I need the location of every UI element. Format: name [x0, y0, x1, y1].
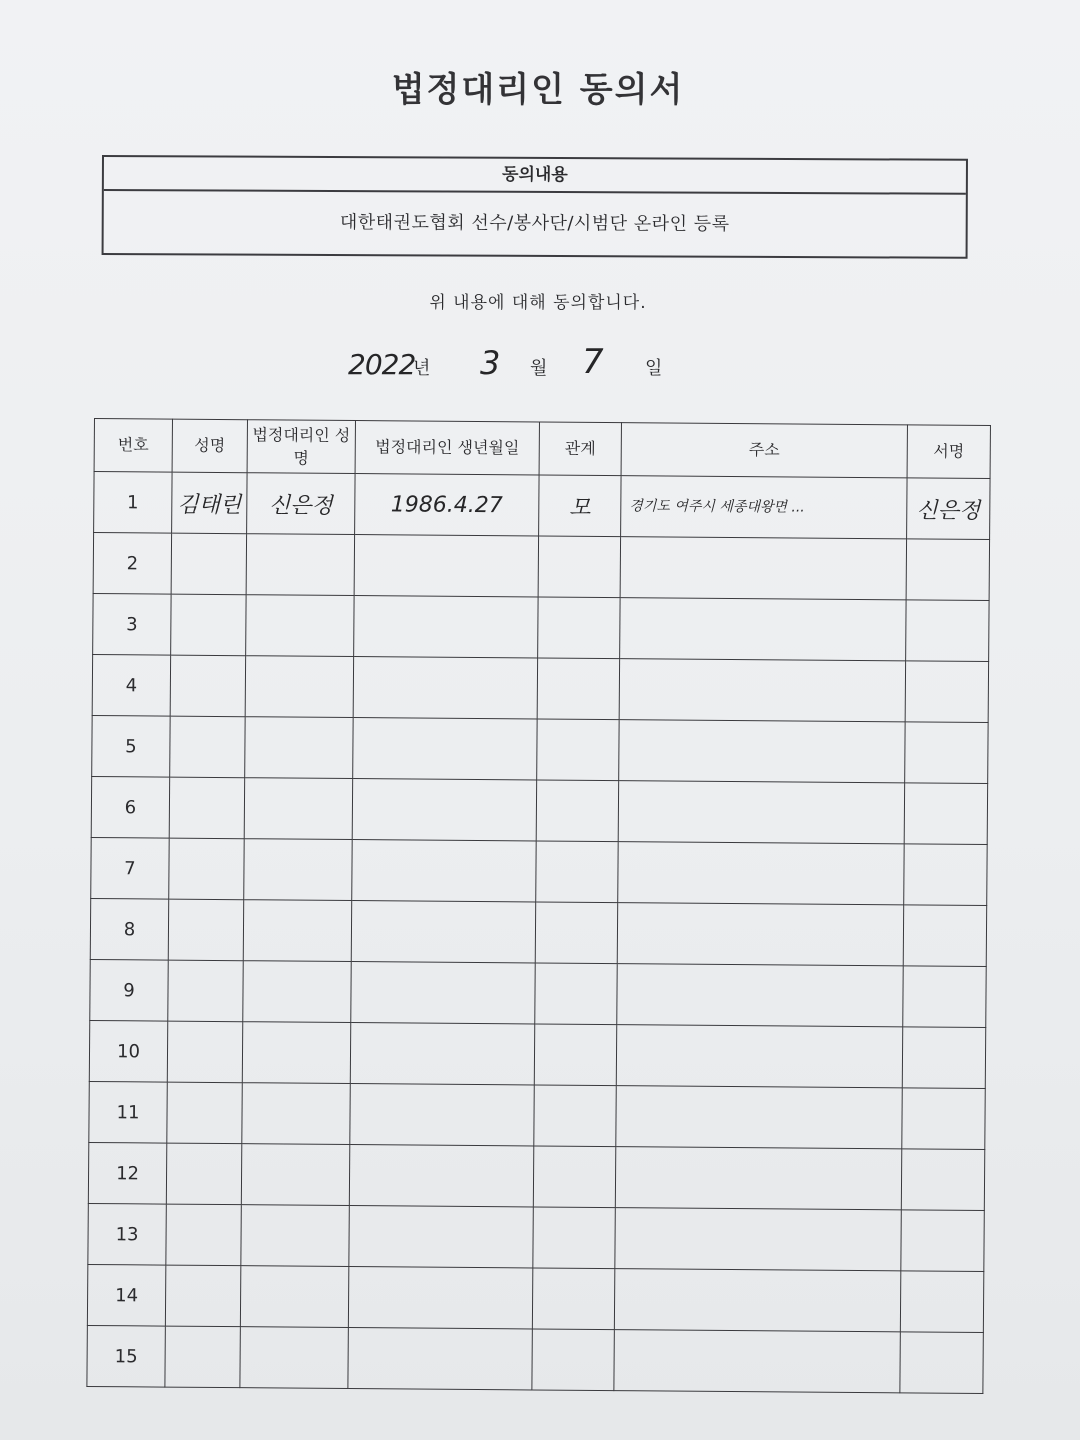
table-row [90, 959, 986, 1027]
signature [906, 539, 989, 601]
signature [902, 1027, 985, 1089]
relationship [534, 1085, 616, 1147]
signature [905, 722, 988, 784]
address [615, 1208, 901, 1271]
row-number: 5 [92, 715, 170, 777]
member-name [167, 1082, 242, 1144]
table-row [94, 472, 990, 540]
representative-birthdate [350, 1023, 534, 1085]
member-name [168, 960, 243, 1022]
address [620, 537, 906, 600]
row-number: 13 [88, 1203, 166, 1265]
member-name [166, 1204, 241, 1266]
address [616, 1086, 902, 1149]
row-number: 9 [90, 959, 168, 1021]
consent-content: 대한태권도협회 선수/봉사단/시범단 온라인 등록 [339, 212, 730, 235]
member-name [171, 533, 246, 595]
representative-name [240, 1266, 348, 1328]
address [619, 659, 905, 722]
representative-name: 신은정 [247, 473, 355, 535]
signature [906, 600, 989, 662]
representative-name [245, 656, 353, 718]
relationship [533, 1146, 615, 1208]
signature [905, 661, 988, 723]
signature [903, 966, 986, 1028]
header-rep-name: 법정대리인 성명 [247, 420, 355, 474]
signature [900, 1271, 983, 1333]
row-number: 12 [88, 1142, 166, 1204]
signature: 신은정 [907, 478, 990, 540]
row-number: 15 [87, 1325, 165, 1387]
table-row [90, 898, 986, 966]
address [617, 903, 903, 966]
address: 경기도 여주시 세종대왕면 ... [621, 476, 907, 539]
date-day: 7 [582, 342, 604, 382]
representative-name [243, 900, 351, 962]
representative-birthdate [349, 1145, 533, 1207]
signature [901, 1149, 984, 1211]
header-number: 번호 [94, 419, 172, 473]
representative-name [242, 1083, 350, 1145]
relationship [532, 1329, 614, 1391]
row-number: 11 [89, 1081, 167, 1143]
member-name [165, 1265, 240, 1327]
date-year: 2022 [348, 348, 416, 381]
representative-name [245, 717, 353, 779]
table-row [89, 1020, 985, 1088]
member-name [166, 1143, 241, 1205]
representative-name [246, 595, 354, 657]
row-number: 10 [89, 1020, 167, 1082]
representative-birthdate [353, 657, 537, 719]
member-name [169, 777, 244, 839]
date-month: 3 [480, 344, 501, 382]
table-row [92, 654, 988, 722]
table-row [91, 837, 987, 905]
table-row [87, 1264, 983, 1332]
table-row [93, 533, 989, 601]
agreement-statement: 위 내용에 대해 동의합니다. [429, 293, 647, 313]
relationship [537, 658, 619, 720]
address [614, 1269, 900, 1332]
relationship [536, 780, 618, 842]
address [616, 1025, 902, 1088]
relationship [532, 1268, 614, 1330]
header-address: 주소 [621, 423, 907, 478]
representative-name [240, 1327, 348, 1389]
date-year-unit: 년 [413, 358, 431, 379]
representative-birthdate [349, 1206, 533, 1268]
address [618, 842, 904, 905]
representative-birthdate [351, 962, 535, 1024]
table-row [92, 715, 988, 783]
row-number: 3 [93, 593, 171, 655]
date-line [0, 340, 1080, 384]
member-name [167, 1021, 242, 1083]
date-month-unit: 월 [530, 358, 548, 379]
header-relation: 관계 [539, 422, 621, 476]
row-number: 8 [90, 898, 168, 960]
header-signature: 서명 [907, 425, 990, 479]
representative-birthdate [352, 840, 536, 902]
relationship [533, 1207, 615, 1269]
representative-name [242, 1022, 350, 1084]
relationship [536, 841, 618, 903]
table-row [89, 1081, 985, 1149]
relationship [534, 1024, 616, 1086]
representative-name [241, 1205, 349, 1267]
representative-birthdate [350, 1084, 534, 1146]
relationship: 모 [539, 475, 621, 537]
member-name [169, 838, 244, 900]
representative-birthdate [353, 718, 537, 780]
row-number: 6 [91, 776, 169, 838]
row-number: 7 [91, 837, 169, 899]
signature [903, 905, 986, 967]
table-row [88, 1203, 984, 1271]
member-name: 김태린 [172, 472, 247, 534]
member-name [165, 1326, 240, 1388]
address [618, 781, 904, 844]
representative-name [243, 961, 351, 1023]
representative-name [244, 778, 352, 840]
member-name [171, 594, 246, 656]
relationship [535, 963, 617, 1025]
row-number: 2 [93, 533, 171, 595]
relationship [538, 597, 620, 659]
address [614, 1330, 900, 1393]
representative-birthdate [348, 1328, 532, 1390]
signature [904, 783, 987, 845]
representative-birthdate: 1986.4.27 [355, 474, 539, 536]
row-number: 4 [92, 654, 170, 716]
representative-table [86, 418, 991, 1394]
representative-birthdate [354, 535, 538, 597]
row-number: 14 [87, 1264, 165, 1326]
address [620, 598, 906, 661]
date-day-unit: 일 [645, 358, 663, 379]
header-rep-birth: 법정대리인 생년월일 [355, 421, 539, 475]
row-number: 1 [94, 472, 172, 534]
relationship [538, 536, 620, 598]
header-name: 성명 [172, 419, 247, 473]
member-name [170, 716, 245, 778]
representative-name [241, 1144, 349, 1206]
member-name [170, 655, 245, 717]
representative-birthdate [354, 596, 538, 658]
signature [900, 1332, 983, 1394]
relationship [535, 902, 617, 964]
signature [904, 844, 987, 906]
table-row [87, 1325, 983, 1393]
address [615, 1147, 901, 1210]
signature [902, 1088, 985, 1150]
representative-birthdate [348, 1267, 532, 1329]
member-name [168, 899, 243, 961]
consent-box [102, 155, 968, 259]
address [617, 964, 903, 1027]
table-row [93, 593, 989, 661]
table-header-row [94, 419, 990, 479]
consent-header: 동의내용 [104, 157, 966, 195]
representative-birthdate [352, 779, 536, 841]
relationship [537, 719, 619, 781]
signature [901, 1210, 984, 1272]
address [619, 720, 905, 783]
representative-name [244, 839, 352, 901]
table-row [91, 776, 987, 844]
representative-table-wrap [86, 418, 990, 1394]
table-row [88, 1142, 984, 1210]
representative-name [246, 534, 354, 596]
document-title: 법정대리인 동의서 [391, 70, 685, 110]
representative-birthdate [351, 901, 535, 963]
